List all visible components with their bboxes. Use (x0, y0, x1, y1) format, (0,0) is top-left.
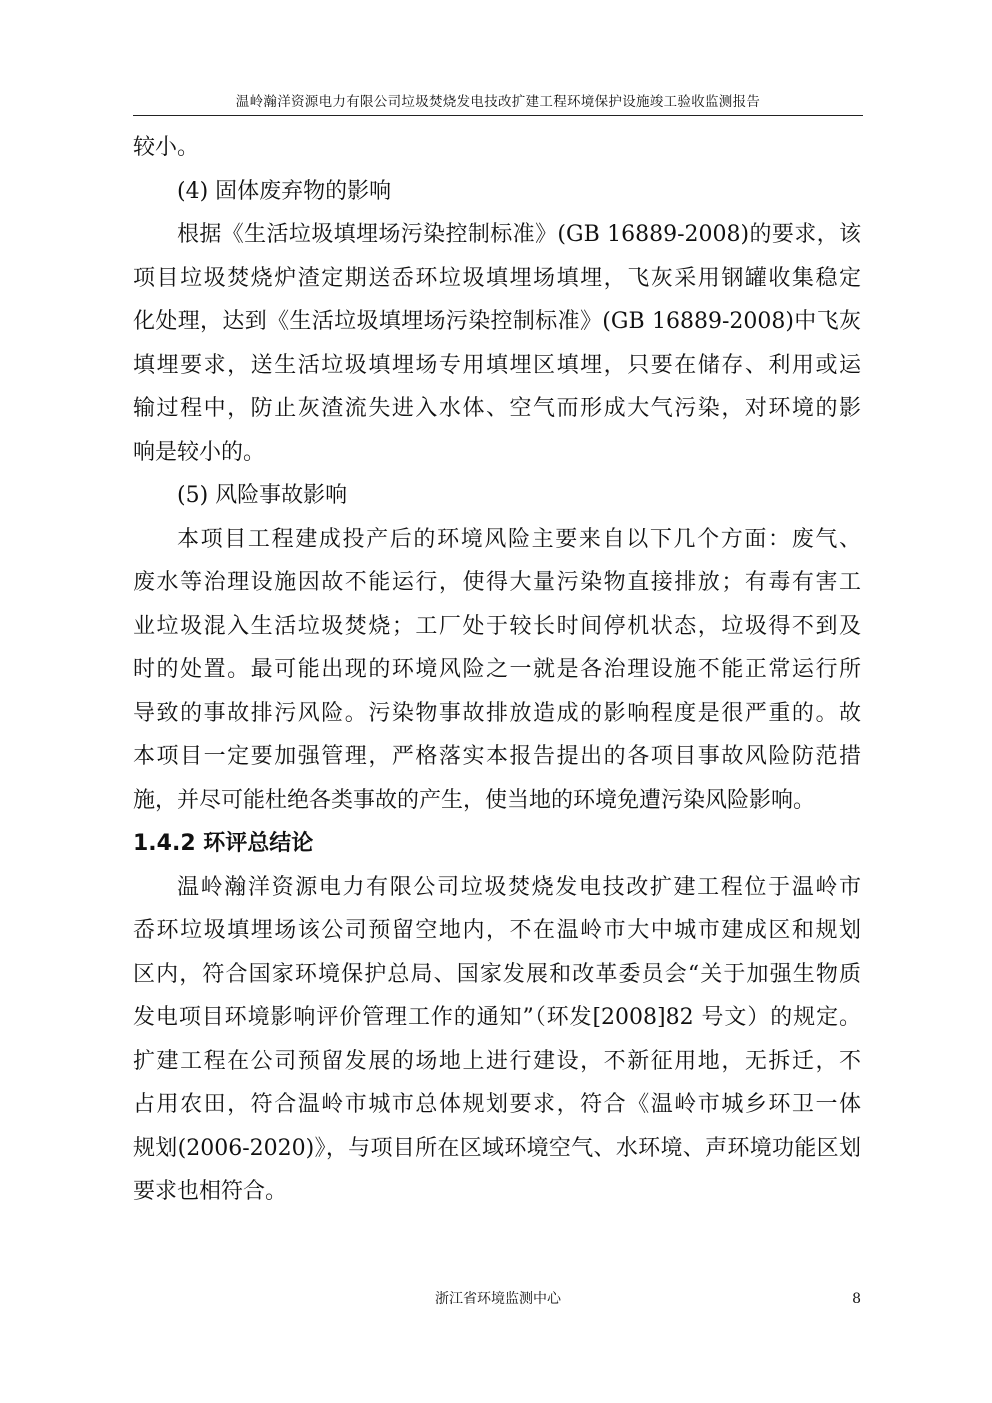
text-line: 较小。 (133, 135, 200, 160)
page-number: 8 (852, 1291, 861, 1307)
section-heading-1-4-2: 1.4.2 环评总结论 (133, 831, 314, 856)
text-line: 填埋要求，送生活垃圾填埋场专用填埋区填埋，只要在储存、利用或运 (133, 352, 861, 378)
text-line: 岙环垃圾填埋场该公司预留空地内，不在温岭市大中城市建成区和规划 (133, 918, 861, 943)
footer-organization: 浙江省环境监测中心 (435, 1291, 561, 1307)
text-line: 时的处置。最可能出现的环境风险之一就是各治理设施不能正常运行所 (133, 657, 861, 682)
text-line: 项目垃圾焚烧炉渣定期送岙环垃圾填埋场填埋，飞灰采用钢罐收集稳定 (133, 265, 861, 291)
text-line: 响是较小的。 (133, 439, 266, 465)
text-line: 要求也相符合。 (133, 1179, 288, 1204)
text-line: 区内，符合国家环境保护总局、国家发展和改革委员会“关于加强生物质 (133, 961, 861, 987)
text-line: 占用农田，符合温岭市城市总体规划要求，符合《温岭市城乡环卫一体 (133, 1092, 861, 1117)
text-line: 根据《生活垃圾填埋场污染控制标准》(GB 16889-2008)的要求，该 (177, 222, 861, 247)
document-body (133, 126, 861, 1214)
page-header (133, 93, 863, 116)
text-line: 本项目工程建成投产后的环境风险主要来自以下几个方面：废气、 (177, 526, 861, 552)
page-footer (133, 1288, 863, 1310)
text-line: 扩建工程在公司预留发展的场地上进行建设，不新征用地，无拆迁，不 (133, 1048, 861, 1074)
text-line: 规划(2006-2020)》，与项目所在区域环境空气、水环境、声环境功能区划 (133, 1135, 861, 1161)
text-line: 业垃圾混入生活垃圾焚烧；工厂处于较长时间停机状态，垃圾得不到及 (133, 613, 861, 639)
text-line: 化处理，达到《生活垃圾填埋场污染控制标准》(GB 16889-2008)中飞灰 (133, 309, 861, 334)
text-line: 输过程中，防止灰渣流失进入水体、空气而形成大气污染，对环境的影 (133, 396, 861, 421)
text-line: 本项目一定要加强管理，严格落实本报告提出的各项目事故风险防范措 (133, 744, 861, 769)
text-line: 温岭瀚洋资源电力有限公司垃圾焚烧发电技改扩建工程位于温岭市 (177, 874, 861, 900)
subheading-risk-accident: (5) 风险事故影响 (177, 483, 348, 508)
text-line: 废水等治理设施因故不能运行，使得大量污染物直接排放；有毒有害工 (133, 570, 861, 595)
text-line: 施，并尽可能杜绝各类事故的产生，使当地的环境免遭污染风险影响。 (133, 787, 816, 813)
text-line: 导致的事故排污风险。污染物事故排放造成的影响程度是很严重的。故 (133, 700, 861, 726)
header-title: 温岭瀚洋资源电力有限公司垃圾焚烧发电技改扩建工程环境保护设施竣工验收监测报告 (235, 94, 761, 110)
text-line: 发电项目环境影响评价管理工作的通知”（环发[2008]82 号文）的规定。 (133, 1005, 861, 1030)
subheading-solid-waste: (4) 固体废弃物的影响 (177, 178, 392, 204)
